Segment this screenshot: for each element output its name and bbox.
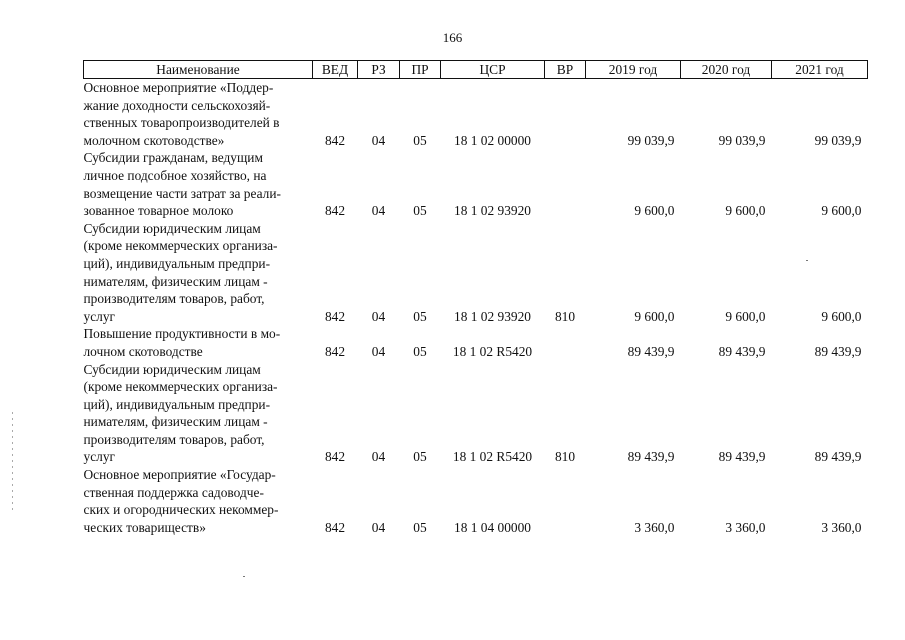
row-vr — [545, 79, 586, 150]
table-row — [84, 325, 868, 360]
row-name: Основное мероприятие «Поддер- жание доходности сельскохозяй- ственных товаропроизводителей в молочном скотоводстве» — [83, 80, 280, 148]
row-vr — [545, 325, 586, 360]
row-2020: 3 360,0 — [725, 519, 766, 535]
row-name: Основное мероприятие «Государ- ственная поддержка садоводче- ских и огороднических некоммер- ческих товариществ» — [83, 467, 279, 535]
row-ved: 842 — [324, 203, 346, 219]
row-pr: 05 — [413, 132, 427, 148]
column-header-rz: РЗ — [358, 61, 400, 79]
row-csr: 18 1 02 93920 — [454, 308, 531, 324]
row-name: Субсидии гражданам, ведущим личное подсобное хозяйство, на возмещение части затрат за реали- зованное товарное молоко — [83, 150, 281, 219]
column-header-2020: 2020 год — [681, 61, 772, 79]
column-header-2019: 2019 год — [586, 61, 681, 79]
row-2021: 89 439,9 — [814, 343, 862, 359]
table-header-row — [84, 61, 868, 79]
row-name: Субсидии юридическим лицам (кроме некоммерческих организа- ций), индивидуальным предпри- нимателям, физическим лицам - производителям товаров, работ, услуг — [83, 220, 278, 324]
row-2021: 89 439,9 — [814, 449, 862, 465]
row-pr: 05 — [413, 308, 427, 324]
column-header-vr: ВР — [545, 61, 586, 79]
row-rz: 04 — [371, 519, 386, 535]
row-2020: 89 439,9 — [718, 449, 766, 465]
row-2021: 3 360,0 — [821, 519, 862, 535]
row-name: Субсидии юридическим лицам (кроме некоммерческих организа- ций), индивидуальным предпри- нимателям, физическим лицам - производителям товаров, работ, услуг — [83, 361, 278, 465]
row-2021: 9 600,0 — [821, 308, 862, 324]
table-row — [84, 466, 868, 536]
row-2020: 89 439,9 — [718, 343, 766, 359]
table-row — [84, 149, 868, 219]
row-rz: 04 — [371, 308, 386, 324]
scan-edge-mark — [12, 412, 13, 512]
row-csr: 18 1 02 93920 — [454, 203, 531, 219]
row-csr: 18 1 02 R5420 — [452, 449, 533, 465]
row-ved: 842 — [324, 449, 346, 465]
row-ved: 842 — [324, 343, 346, 359]
row-vr — [545, 149, 586, 219]
row-pr: 05 — [413, 519, 427, 535]
scan-speck — [806, 260, 808, 261]
row-rz: 04 — [371, 203, 386, 219]
row-rz: 04 — [371, 449, 386, 465]
column-header-2021: 2021 год — [772, 61, 868, 79]
column-header-csr: ЦСР — [441, 61, 545, 79]
row-pr: 05 — [413, 343, 427, 359]
row-2020: 9 600,0 — [725, 203, 766, 219]
row-pr: 05 — [413, 203, 427, 219]
row-2019: 3 360,0 — [634, 519, 675, 535]
table-row — [84, 361, 868, 467]
row-2019: 89 439,9 — [627, 343, 675, 359]
row-ved: 842 — [324, 519, 346, 535]
row-2019: 9 600,0 — [634, 203, 675, 219]
table-row — [84, 220, 868, 326]
column-header-pr: ПР — [400, 61, 441, 79]
row-csr: 18 1 02 R5420 — [452, 343, 533, 359]
column-header-ved: ВЕД — [313, 61, 358, 79]
table-row — [84, 79, 868, 150]
row-name: Повышение продуктивности в мо- лочном скотоводстве — [83, 326, 281, 359]
scan-speck — [243, 576, 245, 577]
row-csr: 18 1 02 00000 — [454, 132, 531, 148]
row-rz: 04 — [371, 132, 386, 148]
row-2021: 99 039,9 — [814, 132, 862, 148]
row-2020: 9 600,0 — [725, 308, 766, 324]
row-2019: 9 600,0 — [634, 308, 675, 324]
row-ved: 842 — [324, 308, 346, 324]
row-2019: 99 039,9 — [627, 132, 675, 148]
column-header-name: Наименование — [84, 61, 313, 79]
row-pr: 05 — [413, 449, 427, 465]
row-vr: 810 — [554, 449, 576, 465]
row-rz: 04 — [371, 343, 386, 359]
row-ved: 842 — [324, 132, 346, 148]
row-2019: 89 439,9 — [627, 449, 675, 465]
row-2020: 99 039,9 — [718, 132, 766, 148]
row-2021: 9 600,0 — [821, 203, 862, 219]
budget-table — [83, 60, 868, 536]
row-vr — [545, 466, 586, 536]
row-csr: 18 1 04 00000 — [454, 519, 531, 535]
row-vr: 810 — [554, 308, 576, 324]
page-number: 166 — [442, 30, 463, 45]
